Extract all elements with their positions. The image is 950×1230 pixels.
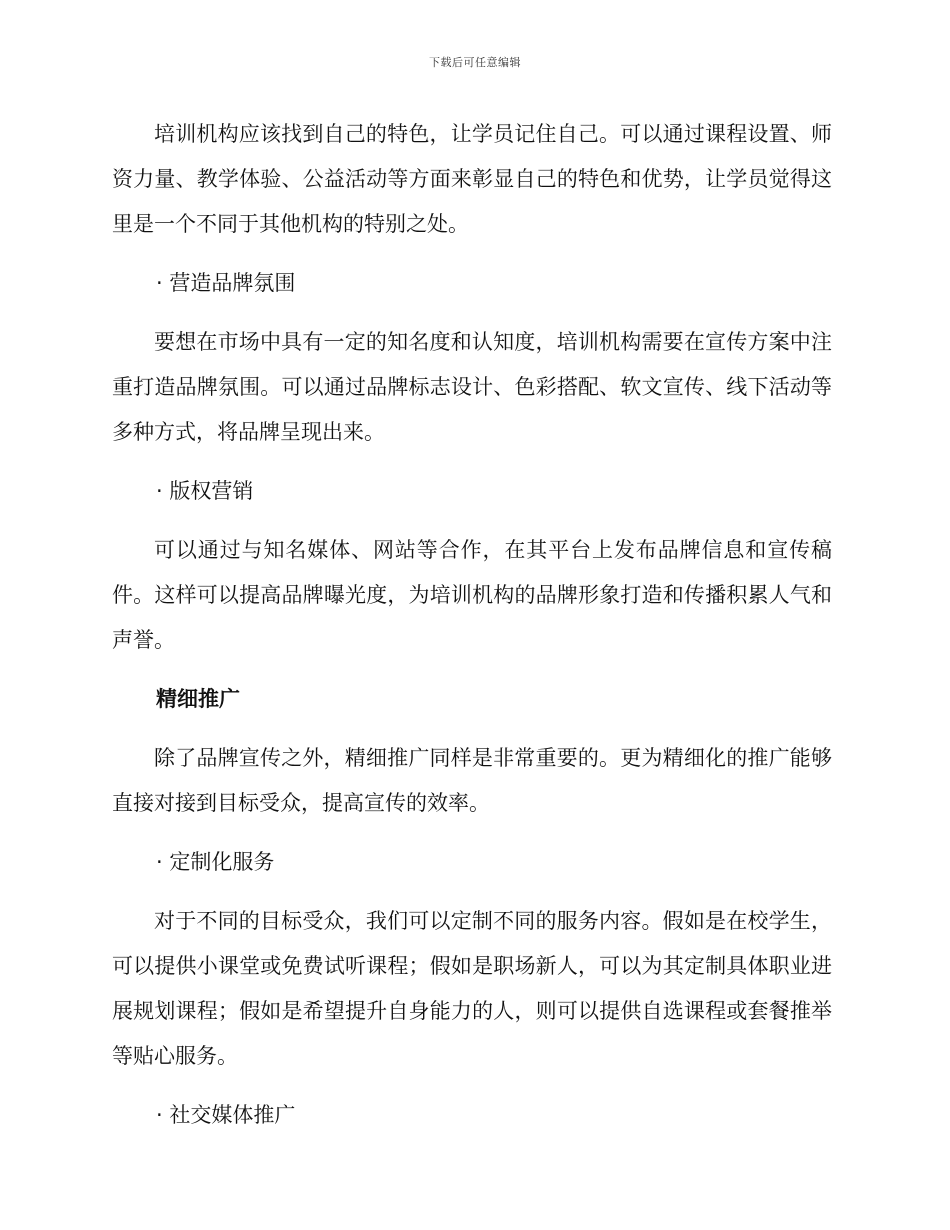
paragraph-fine-promotion: 除了品牌宣传之外，精细推广同样是非常重要的。更为精细化的推广能够直接对接到目标受众，提高宣传的效率。 xyxy=(112,746,832,815)
bullet-customized-service: · 定制化服务 xyxy=(156,850,275,874)
paragraph-customized-service: 对于不同的目标受众，我们可以定制不同的服务内容。假如是在校学生，可以提供小课堂或免费试听课程；假如是职场新人，可以为其定制具体职业进展规划课程；假如是希望提升自身能力的人，则可以提供自选课程或套餐推举等贴心服务。 xyxy=(112,909,832,1068)
bullet-brand-atmosphere: · 营造品牌氛围 xyxy=(156,271,296,295)
bullet-social-media: · 社交媒体推广 xyxy=(156,1103,296,1127)
document-body xyxy=(112,112,832,1152)
paragraph-copyright-marketing: 可以通过与知名媒体、网站等合作，在其平台上发布品牌信息和宣传稿件。这样可以提高品牌曝光度，为培训机构的品牌形象打造和传播积累人气和声誉。 xyxy=(112,538,832,652)
paragraph-brand-atmosphere: 要想在市场中具有一定的知名度和认知度，培训机构需要在宣传方案中注重打造品牌氛围。可以通过品牌标志设计、色彩搭配、软文宣传、线下活动等多种方式，将品牌呈现出来。 xyxy=(112,330,832,444)
bullet-copyright-marketing: · 版权营销 xyxy=(156,479,254,503)
section-heading-fine-promotion: 精细推广 xyxy=(156,687,240,711)
paragraph-brand-feature: 培训机构应该找到自己的特色，让学员记住自己。可以通过课程设置、师资力量、教学体验、公益活动等方面来彰显自己的特色和优势，让学员觉得这里是一个不同于其他机构的特别之处。 xyxy=(112,122,832,236)
page-header: 下载后可任意编辑 xyxy=(429,56,521,69)
